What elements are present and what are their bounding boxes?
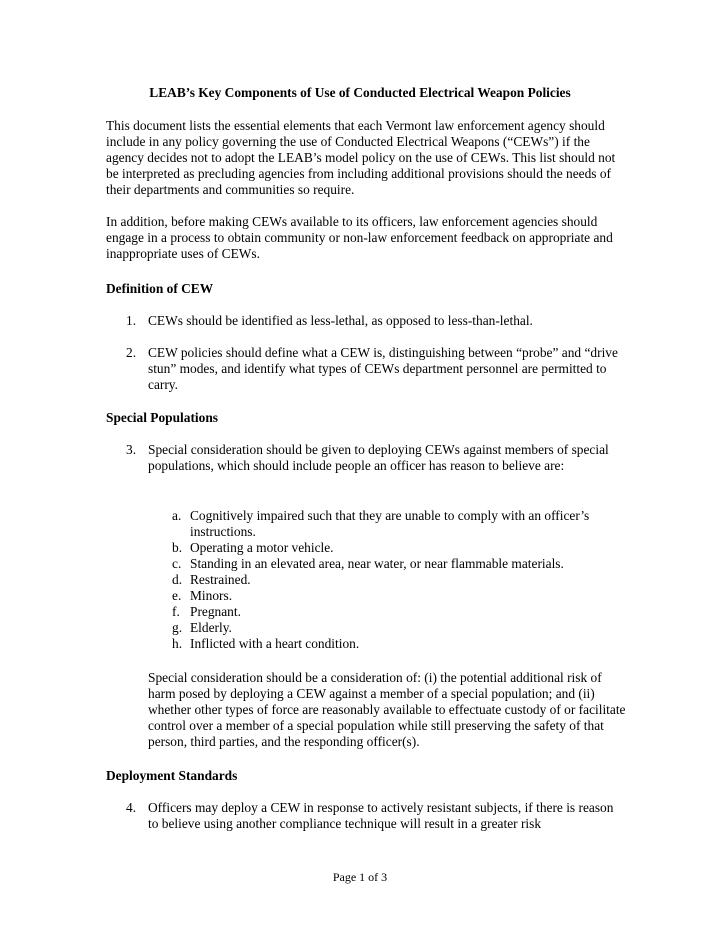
- sub-list-letter: f.: [172, 604, 180, 619]
- sub-list-letter: e.: [172, 588, 182, 603]
- list-item-number: 2.: [126, 345, 137, 360]
- sub-list-text: Restrained.: [190, 572, 251, 587]
- sub-list-letter: h.: [172, 636, 183, 651]
- list-item-text: Special consideration should be given to deploying CEWs against members of special populations, which should include people an officer has reason to believe are:: [148, 442, 609, 473]
- list-item: [126, 442, 626, 474]
- sub-list-item: [172, 540, 632, 556]
- intro-paragraph-1: This document lists the essential elements that each Vermont law enforcement agency should include in any policy governing the use of Conducted Electrical Weapons (“CEWs”) if the agency decides not to adopt the LEAB’s model policy on the use of CEWs. This list should not be interpreted as precluding agencies from including additional provisions should the needs of their departments and communities so require.: [106, 118, 616, 197]
- sub-list-letter: c.: [172, 556, 182, 571]
- sub-list-text: Inflicted with a heart condition.: [190, 636, 360, 651]
- sub-list-item: [172, 556, 632, 572]
- sub-list-item: [172, 620, 632, 636]
- sub-list-text: Operating a motor vehicle.: [190, 540, 334, 555]
- list-item-number: 3.: [126, 442, 137, 457]
- list-item-text: Officers may deploy a CEW in response to actively resistant subjects, if there is reason to believe using another compliance technique will result in a greater risk: [148, 800, 614, 831]
- sub-list-text: Pregnant.: [190, 604, 241, 619]
- list-item-text: CEW policies should define what a CEW is, distinguishing between “probe” and “drive stun” modes, and identify what types of CEWs department personnel are permitted to carry.: [148, 345, 618, 392]
- sub-list-letter: g.: [172, 620, 183, 635]
- sub-list-text: Elderly.: [190, 620, 232, 635]
- document-title: LEAB’s Key Components of Use of Conducted Electrical Weapon Policies: [149, 85, 571, 100]
- list-item-number: 1.: [126, 313, 137, 328]
- sub-list-text: Minors.: [190, 588, 233, 603]
- sub-list-text: Cognitively impaired such that they are unable to comply with an officer’s instructions.: [190, 508, 590, 539]
- special-consideration-paragraph: Special consideration should be a consideration of: (i) the potential additional risk of harm posed by deploying a CEW against a member of a special population; and (ii) whether other types of force are reasonably available to effectuate custody of or facilitate control over a member of a special population while still preserving the safety of that person, third parties, and the responding officer(s).: [148, 670, 626, 749]
- sub-list-letter: d.: [172, 572, 183, 587]
- sub-list-letter: a.: [172, 508, 182, 523]
- sub-list-item: [172, 588, 632, 604]
- sub-list-letter: b.: [172, 540, 183, 555]
- list-item: [126, 800, 626, 832]
- sub-list-item: [172, 604, 632, 620]
- sub-list: [172, 508, 632, 652]
- sub-list-item: [172, 508, 632, 540]
- list-item: [126, 345, 626, 393]
- section-heading-deployment: Deployment Standards: [106, 768, 238, 783]
- sub-list-item: [172, 636, 632, 652]
- intro-paragraph-2: In addition, before making CEWs available to its officers, law enforcement agencies should engage in a process to obtain community or non-law enforcement feedback on appropriate and inappropriate uses of CEWs.: [106, 214, 613, 261]
- page-footer: Page 1 of 3: [332, 870, 388, 884]
- list-item: [126, 313, 626, 329]
- section-heading-special-populations: Special Populations: [106, 410, 218, 425]
- list-item-number: 4.: [126, 800, 137, 815]
- sub-list-item: [172, 572, 632, 588]
- section-heading-definition: Definition of CEW: [106, 281, 214, 296]
- list-item-text: CEWs should be identified as less-lethal, as opposed to less-than-lethal.: [148, 313, 533, 328]
- sub-list-text: Standing in an elevated area, near water, or near flammable materials.: [190, 556, 564, 571]
